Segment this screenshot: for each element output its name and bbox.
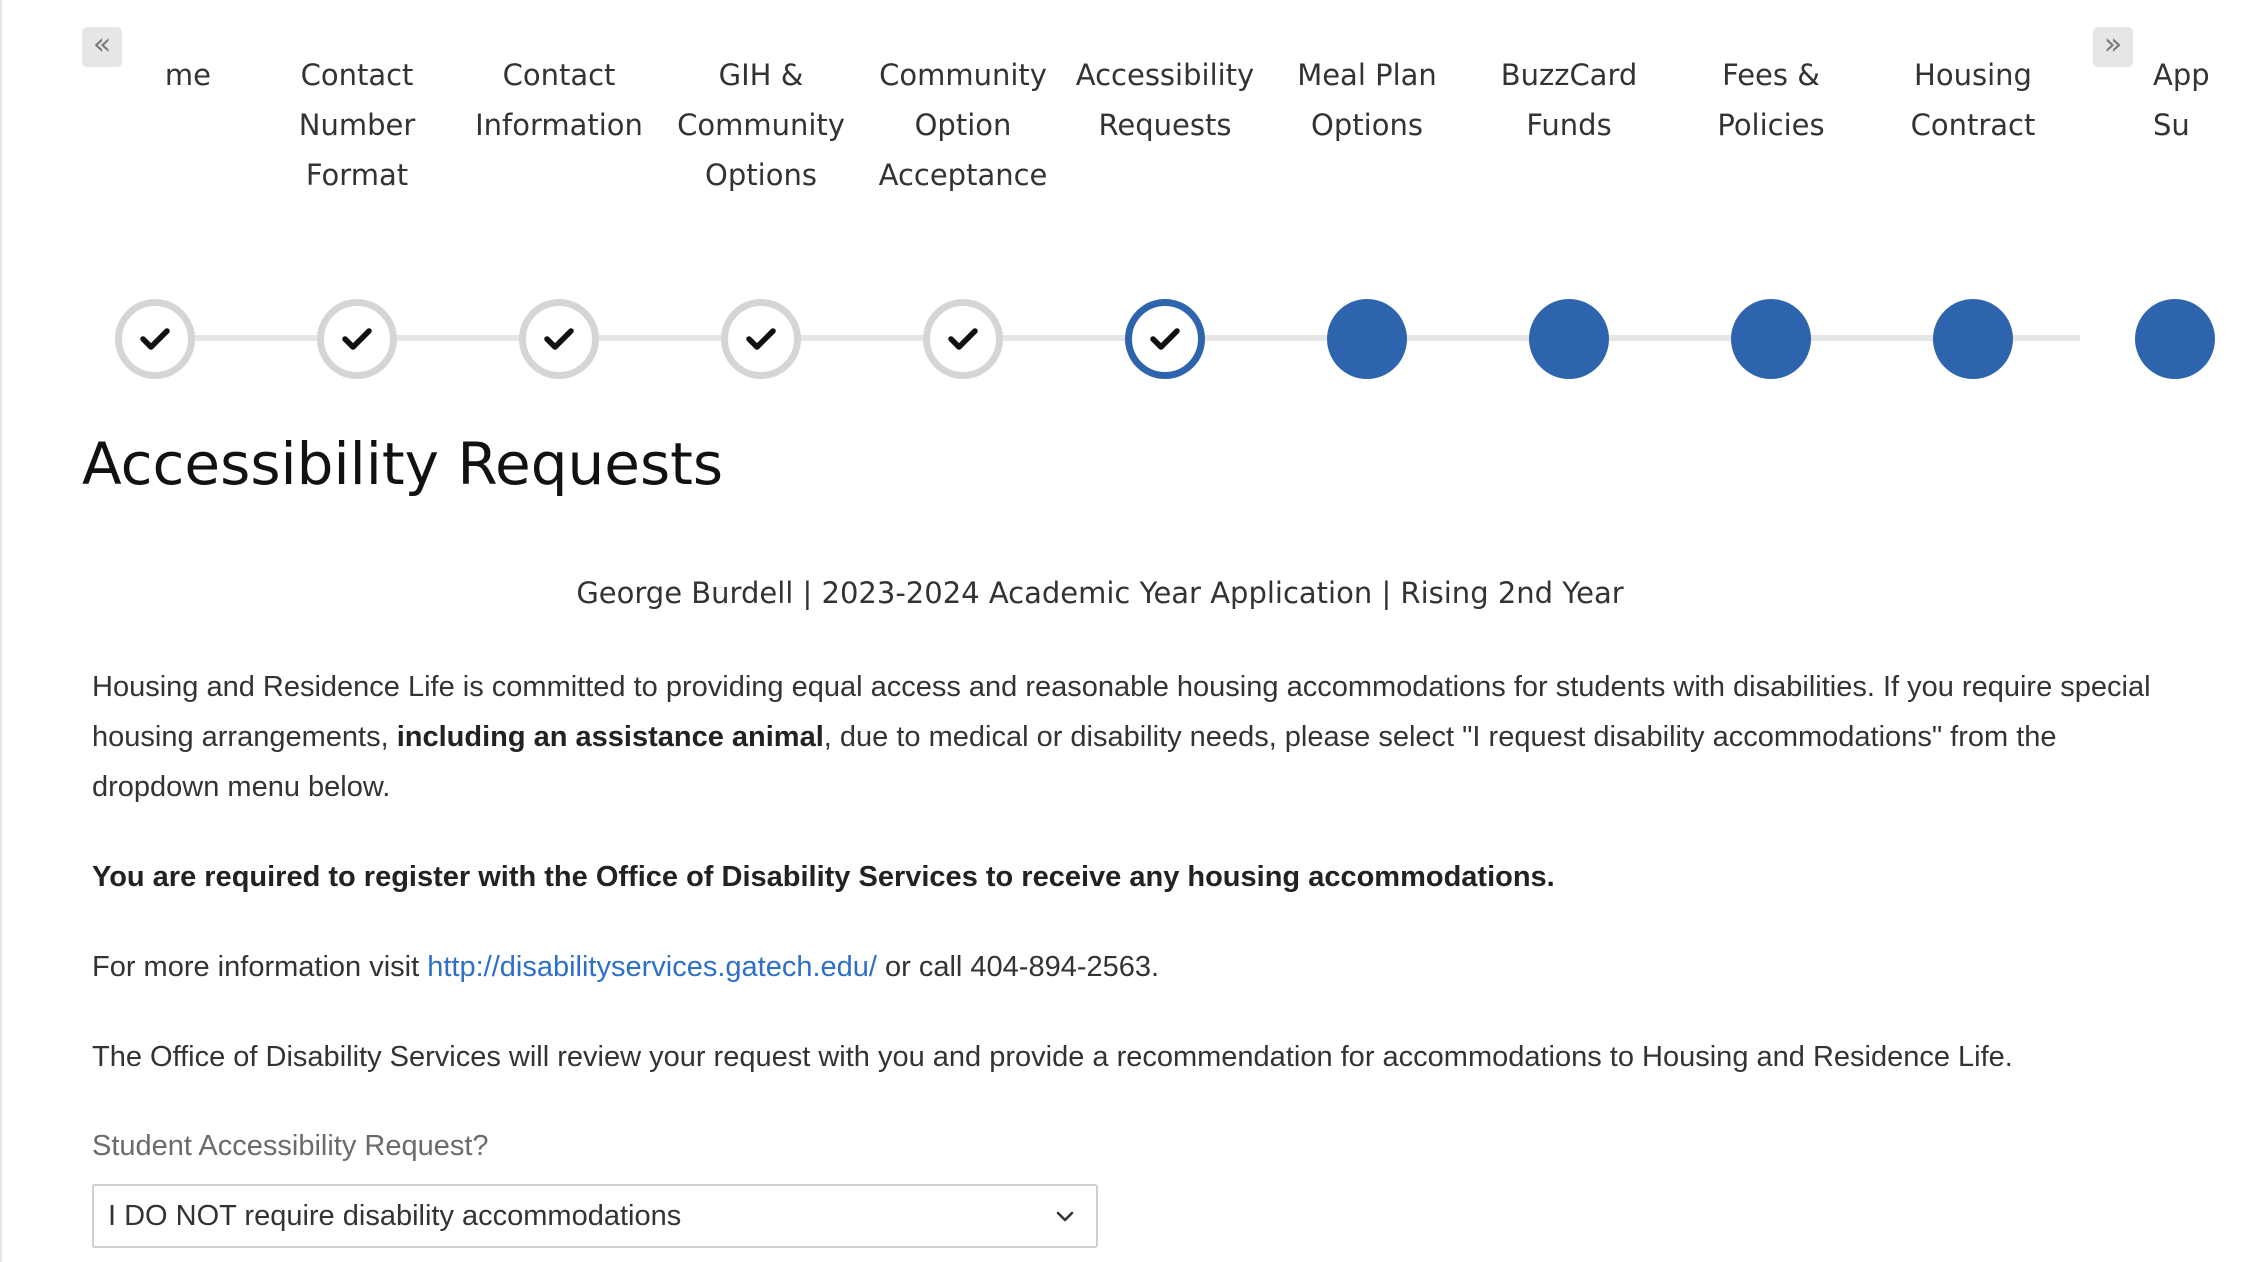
intro-bold-text: including an assistance animal xyxy=(396,721,824,753)
double-chevron-left-icon: « xyxy=(92,27,112,62)
step-dot-incomplete xyxy=(1933,299,2013,379)
accessibility-request-label: Student Accessibility Request? xyxy=(92,1130,489,1162)
left-border xyxy=(0,0,2,1262)
applicant-info: George Burdell | 2023-2024 Academic Year Application | Rising 2nd Year xyxy=(576,576,1624,610)
checkmark-icon xyxy=(543,326,575,352)
checkmark-icon xyxy=(947,326,979,352)
step-label: Accessibility Requests xyxy=(1075,58,1255,142)
checkmark-icon xyxy=(139,326,171,352)
more-info-text: For more information visit xyxy=(92,951,428,983)
phone-text: or call 404-894-2563. xyxy=(876,951,1160,983)
intro-text-end: , due to medical or disability needs, please select "I request disability accommodations" from the dropdown menu below. xyxy=(92,721,2057,803)
checkmark-icon xyxy=(341,326,373,352)
chevron-down-icon xyxy=(1054,1206,1076,1232)
step-dot-incomplete xyxy=(1327,299,1407,379)
progress-stepper xyxy=(122,0,2210,400)
step-label: GIH & Community Options xyxy=(677,58,845,192)
stepper-scroll-right-button[interactable] xyxy=(2093,27,2133,67)
step-label: Contact Number Format xyxy=(298,58,416,192)
step-label: Contact Information xyxy=(475,58,643,142)
step-dot-current xyxy=(1125,299,1205,379)
step-label: Fees & Policies xyxy=(1717,58,1825,142)
page-title: Accessibility Requests xyxy=(82,430,724,498)
step-label: Meal Plan Options xyxy=(1297,58,1437,142)
accessibility-request-select[interactable] xyxy=(92,1184,1098,1248)
step-dot-complete xyxy=(923,299,1003,379)
step-dot-complete xyxy=(317,299,397,379)
step-dot-complete xyxy=(519,299,599,379)
step-label: App Su xyxy=(2153,58,2210,142)
step-dot-complete xyxy=(721,299,801,379)
step-label: me xyxy=(164,58,211,92)
requirement-paragraph xyxy=(92,852,2152,902)
intro-text: Housing and Residence Life is committed to providing equal access and reasonable housing accommodations for students with disabilities. If you require special housing arrangements, xyxy=(92,671,2151,753)
double-chevron-right-icon: » xyxy=(2103,27,2123,62)
step-dot-complete xyxy=(115,299,195,379)
step-dot-incomplete xyxy=(2135,299,2215,379)
requirement-text: You are required to register with the Office of Disability Services to receive any housing accommodations. xyxy=(92,861,1555,893)
checkmark-icon xyxy=(745,326,777,352)
review-paragraph: The Office of Disability Services will review your request with you and provide a recommendation for accommodations to Housing and Residence Life. xyxy=(92,1041,2013,1073)
step-label: BuzzCard Funds xyxy=(1500,58,1638,142)
stepper-edge xyxy=(2080,280,2092,400)
intro-paragraph xyxy=(92,662,2152,812)
content-body xyxy=(92,662,2152,1122)
stepper-scroll-left-button[interactable] xyxy=(82,27,122,67)
accessibility-request-value: I DO NOT require disability accommodations xyxy=(108,1200,682,1232)
disability-services-link[interactable]: http://disabilityservices.gatech.edu/ xyxy=(427,951,877,983)
step-dot-incomplete xyxy=(1731,299,1811,379)
step-label: Housing Contract xyxy=(1910,58,2036,142)
more-info-paragraph xyxy=(92,942,2152,992)
step-dot-incomplete xyxy=(1529,299,1609,379)
step-label: Community Option Acceptance xyxy=(878,58,1048,192)
checkmark-icon xyxy=(1149,326,1181,352)
